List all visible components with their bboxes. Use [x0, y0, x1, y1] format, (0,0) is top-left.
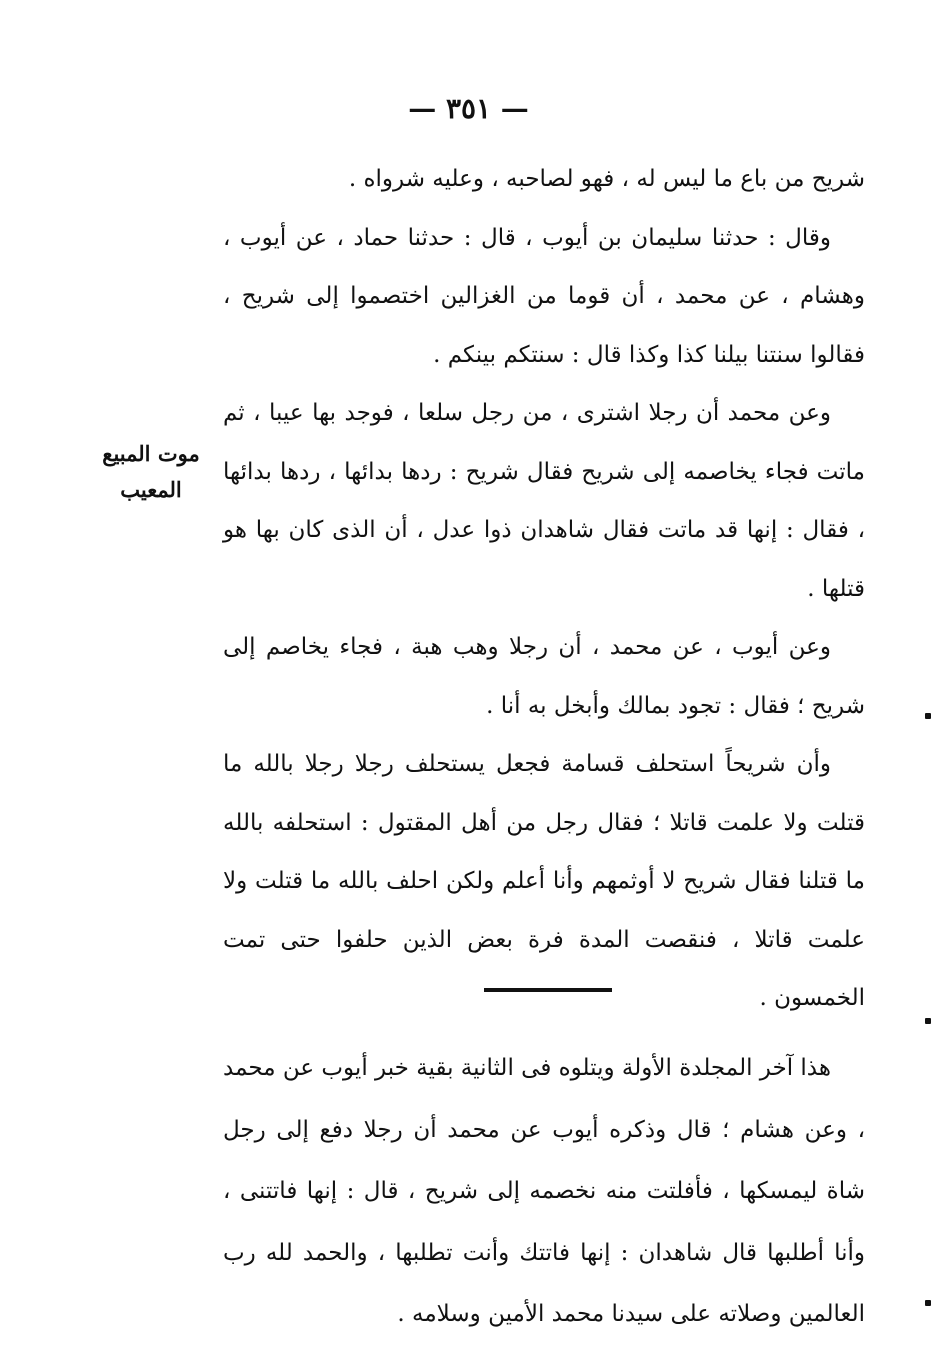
main-text	[223, 150, 865, 1028]
scan-mark	[925, 1018, 931, 1024]
margin-note-line-2: المعيب	[120, 477, 182, 502]
epilogue-paragraph: هذا آخر المجلدة الأولة ويتلوه فى الثانية بقية خبر أيوب عن محمد ، وعن هشام ؛ قال وذكره أيوب عن محمد أن رجلا دفع إلى رجل شاة ليمسكها ، فأفلتت منه نخصمه إلى شريح ، قال : إنها فاتتنى ، وأنا أطلبها قال شاهدان : إنها فاتتك وأنت تطلبها ، والحمد لله رب العالمين وصلاته على سيدنا محمد الأمين وسلامه .	[223, 1055, 865, 1327]
scan-mark	[925, 1300, 931, 1306]
page-number: — ٣٥١ —	[408, 92, 529, 125]
paragraph: وقال : حدثنا سليمان بن أيوب ، قال : حدثنا حماد ، عن أيوب ، وهشام ، عن محمد ، أن قوما من الغزالين اختصموا إلى شريح ، فقالوا سنتنا بيلنا كذا وكذا قال : سنتكم بينكم .	[223, 224, 865, 368]
margin-note-line-1: موت المبيع	[102, 441, 200, 466]
paragraph: شريح من باع ما ليس له ، فهو لصاحبه ، وعليه شرواه .	[348, 166, 865, 192]
section-divider	[484, 988, 612, 992]
paragraph: وأن شريحاً استحلف قسامة فجعل يستحلف رجلا رجلا بالله ما قتلت ولا علمت قاتلا ؛ فقال رجل من أهل المقتول : استحلفه بالله ما قتلنا فقال شريح لا أوثمهم وأنا أعلم ولكن احلف بالله ما قتلت ولا علمت قاتلا ، فنقصت المدة فرة بعض الذين حلفوا حتى تمت الخمسون .	[223, 751, 865, 1011]
margin-note	[92, 436, 210, 508]
epilogue-text	[223, 1038, 865, 1346]
scan-mark	[925, 713, 931, 719]
paragraph: وعن محمد أن رجلا اشترى ، من رجل سلعا ، فوجد بها عيبا ، ثم ماتت فجاء يخاصمه إلى شريح فقال شريح : ردها بدائها ، ردها بدائها ، فقال : إنها قد ماتت فقال شاهدان ذوا عدل ، أن الذى كان بها هو قتلها .	[223, 400, 865, 602]
paragraph: وعن أيوب ، عن محمد ، أن رجلا وهب هبة ، فجاء يخاصم إلى شريح ؛ فقال : تجود بمالك وأبخل به أنا .	[223, 634, 865, 719]
